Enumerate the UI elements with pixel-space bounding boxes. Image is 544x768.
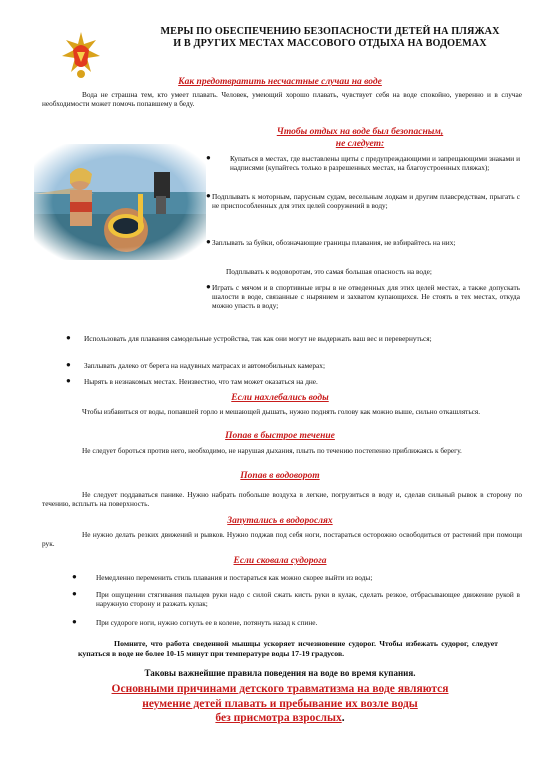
bullet-dot-icon: ● [66, 376, 71, 385]
list-item: ● При судороге ноги, нужно согнуть ее в колене, потянуть назад к спине. [72, 617, 318, 627]
section-heading-cramp: Если сковала судорога [233, 556, 327, 566]
list-item: ● При ощущении стягивания пальцев руки надо с силой сжать кисть руки в кулак, сделать резкое, отбрасывающее движение рукой в наружную сторону и разжать кулак; [72, 589, 520, 609]
section-heading-seaweed: Запутались в водорослях [227, 516, 333, 526]
list-item: ● Заплывать за буйки, обозначающие границы плавания, не взбирайтесь на них; [206, 237, 456, 247]
section-heading-fast-current: Попав в быстрое течение [225, 431, 335, 441]
bullet-dot-icon: ● [72, 572, 77, 581]
bullet-dot-icon: ● [206, 282, 211, 291]
list-item: ● Подплывать к моторным, парусным судам, весельным лодкам и другим плавсредствам, прыгать с не приспособленных для этих целей сооружений в воду; [206, 191, 520, 211]
paragraph-intro: Вода не страшна тем, кто умеет плавать. Человек, умеющий хорошо плавать, чувствует себя на воде спокойно, уверенно и в случае необходимости может помочь попавшему в беду. [42, 90, 522, 109]
bullet-dot-icon: ● [72, 617, 77, 626]
emergency-ministry-emblem-icon [60, 30, 102, 80]
main-causes-warning: Основными причинами детского травматизма на воде являются неумение детей плавать и пребывание их возле воды без присмотра взрослых. [111, 683, 449, 724]
cramp-note: Помните, что работа сведенной мышцы ускоряет исчезновение судорог. Чтобы избежать судорог, следует купаться в воде не более 10-15 минут при температуре воды 17-19 градусов. [78, 639, 498, 658]
list-item: ● Играть с мячом и в спортивные игры в не отведенных для этих целей местах, а также допускать шалости в воде, связанные с нырянием и захватом купающихся. Не стоять в тех местах, откуда можно упасть в воду; [206, 282, 520, 311]
bullet-dot-icon: ● [206, 191, 211, 200]
bullet-dot-icon: ● [206, 237, 211, 246]
list-item: ● Использовать для плавания самодельные устройства, так как они могут не выдержать ваш вес и перевернуться; [66, 333, 432, 343]
page-title: МЕРЫ ПО ОБЕСПЕЧЕНИЮ БЕЗОПАСНОСТИ ДЕТЕЙ НА ПЛЯЖАХ И В ДРУГИХ МЕСТАХ МАССОВОГО ОТДЫХА НА ВОДОЕМАХ [160, 26, 500, 49]
bullet-dot-icon: ● [66, 360, 71, 369]
paragraph-fast-current: Не следует бороться против него, необходимо, не нарушая дыхания, плыть по течению постепенно приближаясь к берегу. [82, 446, 462, 455]
section-heading-whirlpool: Попав в водоворот [240, 471, 320, 481]
bullet-dot-icon: ● [72, 589, 77, 598]
section-heading-safe-rest: Чтобы отдых на воде был безопасным, не следует: [276, 127, 444, 149]
bullet-dot-icon: ● [206, 153, 211, 162]
list-item: ● Немедленно переменить стиль плавания и постараться как можно скорее выйти из воды; [72, 572, 373, 582]
section-heading-choked: Если нахлебались воды [231, 393, 329, 403]
list-item: ● Нырять в незнакомых местах. Неизвестно, что там может оказаться на дне. [66, 376, 318, 386]
section-heading-prevention: Как предотвратить несчастные случаи на воде [178, 77, 382, 87]
list-item: ● Купаться в местах, где выставлены щиты с предупреждающими и запрещающими знаками и надписями (купайтесь только в разрешенных местах, на благоустроенных пляжах); [206, 153, 520, 173]
rules-summary: Таковы важнейшие правила поведения на воде во время купания. [144, 668, 416, 678]
children-swimming-photo [34, 144, 206, 260]
paragraph-seaweed: Не нужно делать резких движений и рывков. Нужно поджав под себя ноги, постараться осторожно освободиться от растений при помощи рук. [42, 530, 522, 549]
paragraph-whirlpool: Не следует поддаваться панике. Нужно набрать побольше воздуха в легкие, погрузиться в воду и, сделав сильный рывок в сторону по течению, всплыть на поверхность. [42, 490, 522, 509]
paragraph-choked: Чтобы избавиться от воды, попавшей горло и мешающей дышать, нужно поднять голову как можно выше, сильно откашляться. [82, 407, 481, 416]
list-item: ● Заплывать далеко от берега на надувных матрасах и автомобильных камерах; [66, 360, 325, 370]
list-item: Подплывать к водоворотам, это самая большая опасность на воде; [226, 267, 432, 276]
bullet-dot-icon: ● [66, 333, 71, 342]
